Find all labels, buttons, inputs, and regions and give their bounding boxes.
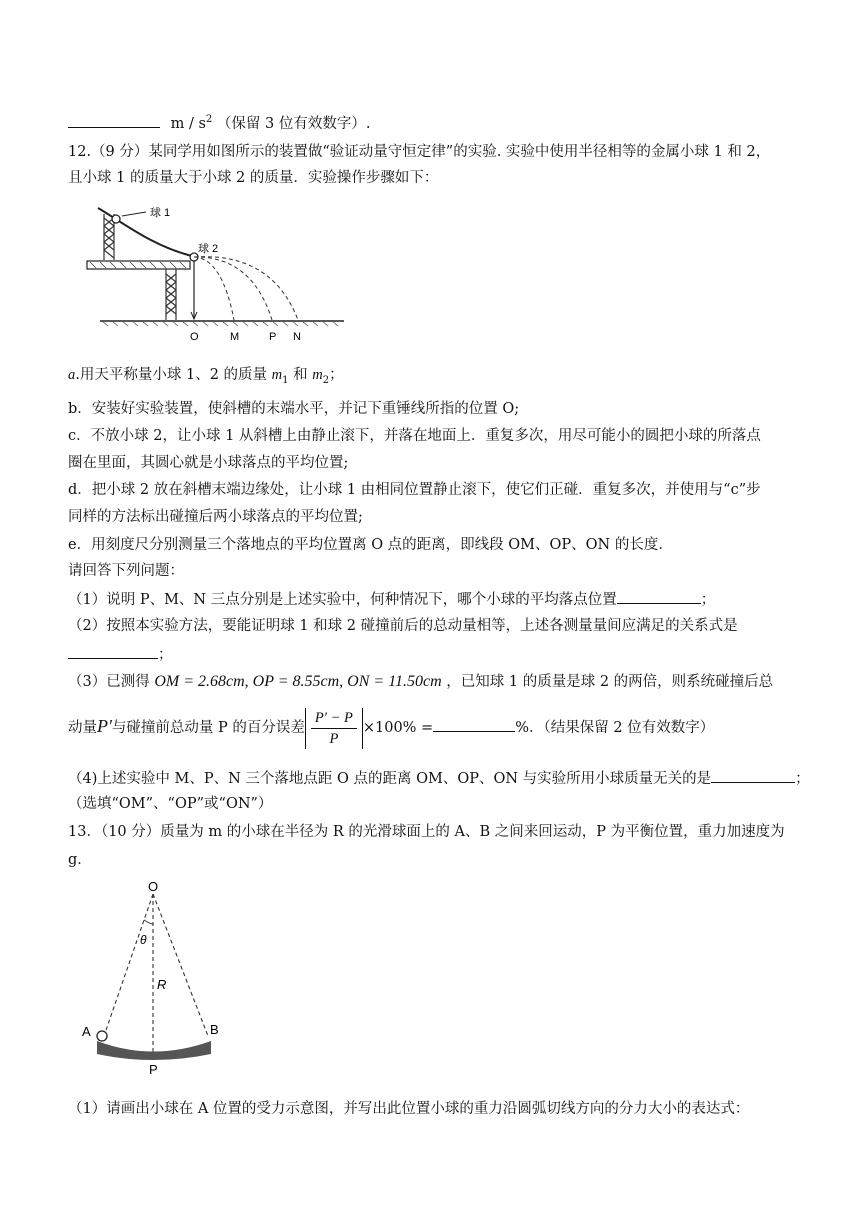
radius-b xyxy=(153,894,208,1036)
trajectory-p xyxy=(194,257,272,320)
q12-stem-1: 12.（9 分）某同学用如图所示的装置做“验证动量守恒定律”的实验. 实验中使用半径相等的金属小球 1 和 2， xyxy=(68,144,771,160)
q12-sub2: （2）按照本实验方法，要能证明球 1 和球 2 碰撞前后的总动量相等，上述各测量量间应满足的关系式是 xyxy=(68,618,738,634)
point-m-label: M xyxy=(230,331,240,343)
answer-blank xyxy=(68,113,160,128)
point-b-label: B xyxy=(210,1022,219,1037)
radius-label: R xyxy=(157,977,167,992)
q12-sub2-blank: ； xyxy=(68,644,173,665)
ball-1-shape xyxy=(112,215,120,223)
unit: m / s xyxy=(170,115,206,132)
answer-blank xyxy=(433,717,515,732)
percent-error-fraction: $\frac{P' - P}{P}$ xyxy=(311,708,357,749)
ball-a-shape xyxy=(97,1031,107,1041)
q12-step-c-1: c．不放小球 2，让小球 1 从斜槽上由静止滚下，并落在地面上．重复多次，用尽可能小的圆把小球的所落点 xyxy=(68,428,761,444)
top-answer-line xyxy=(68,110,370,134)
point-o-label: O xyxy=(148,879,159,894)
radius-a xyxy=(104,894,153,1036)
q12-sub3-line1: （3）已测得 OM = 2.68cm, OP = 8.55cm, ON = 11.50cm ，已知球 1 的质量是球 2 的两倍，则系统碰撞后总 xyxy=(68,673,774,690)
q12-ask: 请回答下列问题： xyxy=(68,563,184,579)
q12-step-d-1: d．把小球 2 放在斜槽末端边缘处，让小球 1 由相同位置静止滚下，使它们正碰．重复多次，并使用与“c”步 xyxy=(68,482,761,498)
unit-exp: 2 xyxy=(205,114,213,125)
point-o-label: O xyxy=(190,331,199,343)
trajectory-n xyxy=(194,257,298,320)
ball-1-label: 球 1 xyxy=(150,207,171,219)
precision-note: （保留 3 位有效数字）. xyxy=(216,115,371,132)
bowl-surface xyxy=(97,1041,211,1060)
q12-sub3-line2: 动量P′与碰撞前总动量 P 的百分误差 $\frac{P' - P}{P}$ ×100% = %．（结果保留 2 位有效数字） xyxy=(68,709,715,747)
q13-bowl-figure xyxy=(74,876,234,1076)
q12-step-b: b．安装好实验装置，使斜槽的末端水平，并记下重锤线所指的位置 O; xyxy=(68,401,520,417)
point-p-label: P xyxy=(269,331,277,343)
answer-blank xyxy=(68,644,158,659)
theta-arc xyxy=(144,920,153,924)
point-n-label: N xyxy=(293,331,301,343)
theta-label: θ xyxy=(140,933,147,947)
answer-blank xyxy=(711,768,795,783)
q12-apparatus-figure xyxy=(82,200,352,345)
q12-sub4: （4)上述实验中 M、P、N 三个落地点距 O 点的距离 OM、OP、ON 与实验所用小球质量无关的是 ； xyxy=(68,768,810,789)
q12-step-c-2: 圈在里面，其圆心就是小球落点的平均位置; xyxy=(68,455,349,471)
q12-step-e: e．用刻度尺分别测量三个落地点的平均位置离 O 点的距离，即线段 OM、OP、ON 的长度． xyxy=(68,537,673,553)
measured-distances: OM = 2.68cm, OP = 8.55cm, ON = 11.50cm xyxy=(154,673,442,690)
q12-step-a: a.用天平称量小球 1、2 的质量 $m_1$ 和 $m_2$； xyxy=(68,367,344,386)
table-leg xyxy=(166,269,176,320)
q12-step-d-2: 同样的方法标出碰撞后两小球落点的平均位置; xyxy=(68,509,363,525)
point-a-label: A xyxy=(82,1024,91,1039)
ball-2-label: 球 2 xyxy=(198,243,219,255)
trajectory-m xyxy=(194,257,234,320)
answer-blank xyxy=(617,589,701,604)
point-p-label: P xyxy=(149,1062,158,1076)
q12-sub1: （1）说明 P、M、N 三点分别是上述实验中，何种情况下，哪个小球的平均落点位置 ； xyxy=(68,589,715,610)
q12-stem-2: 且小球 1 的质量大于小球 2 的质量．实验操作步骤如下： xyxy=(68,170,439,186)
q13-stem-2: g． xyxy=(68,852,92,868)
q12-sub4-options: （选填“OM”、“OP”或“ON”） xyxy=(68,796,273,812)
percent-error-abs xyxy=(305,708,363,749)
q13-sub1: （1）请画出小球在 A 位置的受力示意图，并写出此位置小球的重力沿圆弧切线方向的分力大小的表达式： xyxy=(68,1101,750,1117)
q13-stem-1: 13．（10 分）质量为 m 的小球在半径为 R 的光滑球面上的 A、B 之间来回运动，P 为平衡位置，重力加速度为 xyxy=(68,824,785,840)
